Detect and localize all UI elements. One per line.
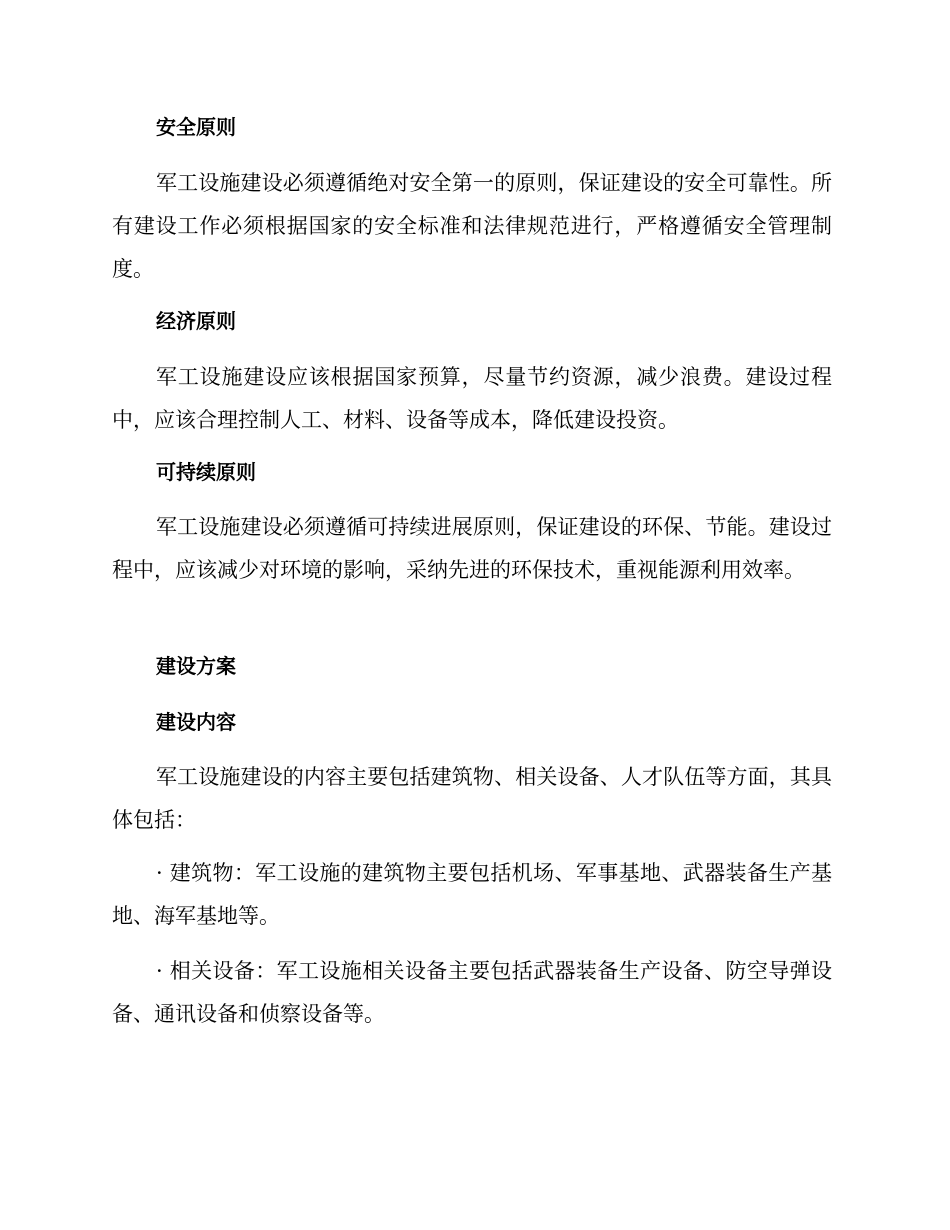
- paragraph-construction-content: 军工设施建设的内容主要包括建筑物、相关设备、人才队伍等方面，其具体包括：: [112, 765, 832, 832]
- bullet-equipment: · 相关设备：军工设施相关设备主要包括武器装备生产设备、防空导弹设备、通讯设备和侦察设备等。: [112, 959, 832, 1026]
- paragraph-economic-principle: 军工设施建设应该根据国家预算，尽量节约资源，减少浪费。建设过程中，应该合理控制人工、材料、设备等成本，降低建设投资。: [112, 365, 832, 432]
- heading-construction-plan: 建设方案: [156, 654, 236, 678]
- paragraph-sustainability-principle: 军工设施建设必须遵循可持续进展原则，保证建设的环保、节能。建设过程中，应该减少对环境的影响，采纳先进的环保技术，重视能源利用效率。: [112, 515, 832, 582]
- heading-economic-principle: 经济原则: [156, 309, 236, 333]
- heading-sustainability-principle: 可持续原则: [156, 460, 256, 484]
- heading-construction-content: 建设内容: [156, 710, 236, 734]
- bullet-buildings: · 建筑物：军工设施的建筑物主要包括机场、军事基地、武器装备生产基地、海军基地等。: [112, 861, 832, 928]
- heading-safety-principle: 安全原则: [156, 115, 236, 139]
- paragraph-safety-principle: 军工设施建设必须遵循绝对安全第一的原则，保证建设的安全可靠性。所有建设工作必须根据国家的安全标准和法律规范进行，严格遵循安全管理制度。: [112, 171, 832, 281]
